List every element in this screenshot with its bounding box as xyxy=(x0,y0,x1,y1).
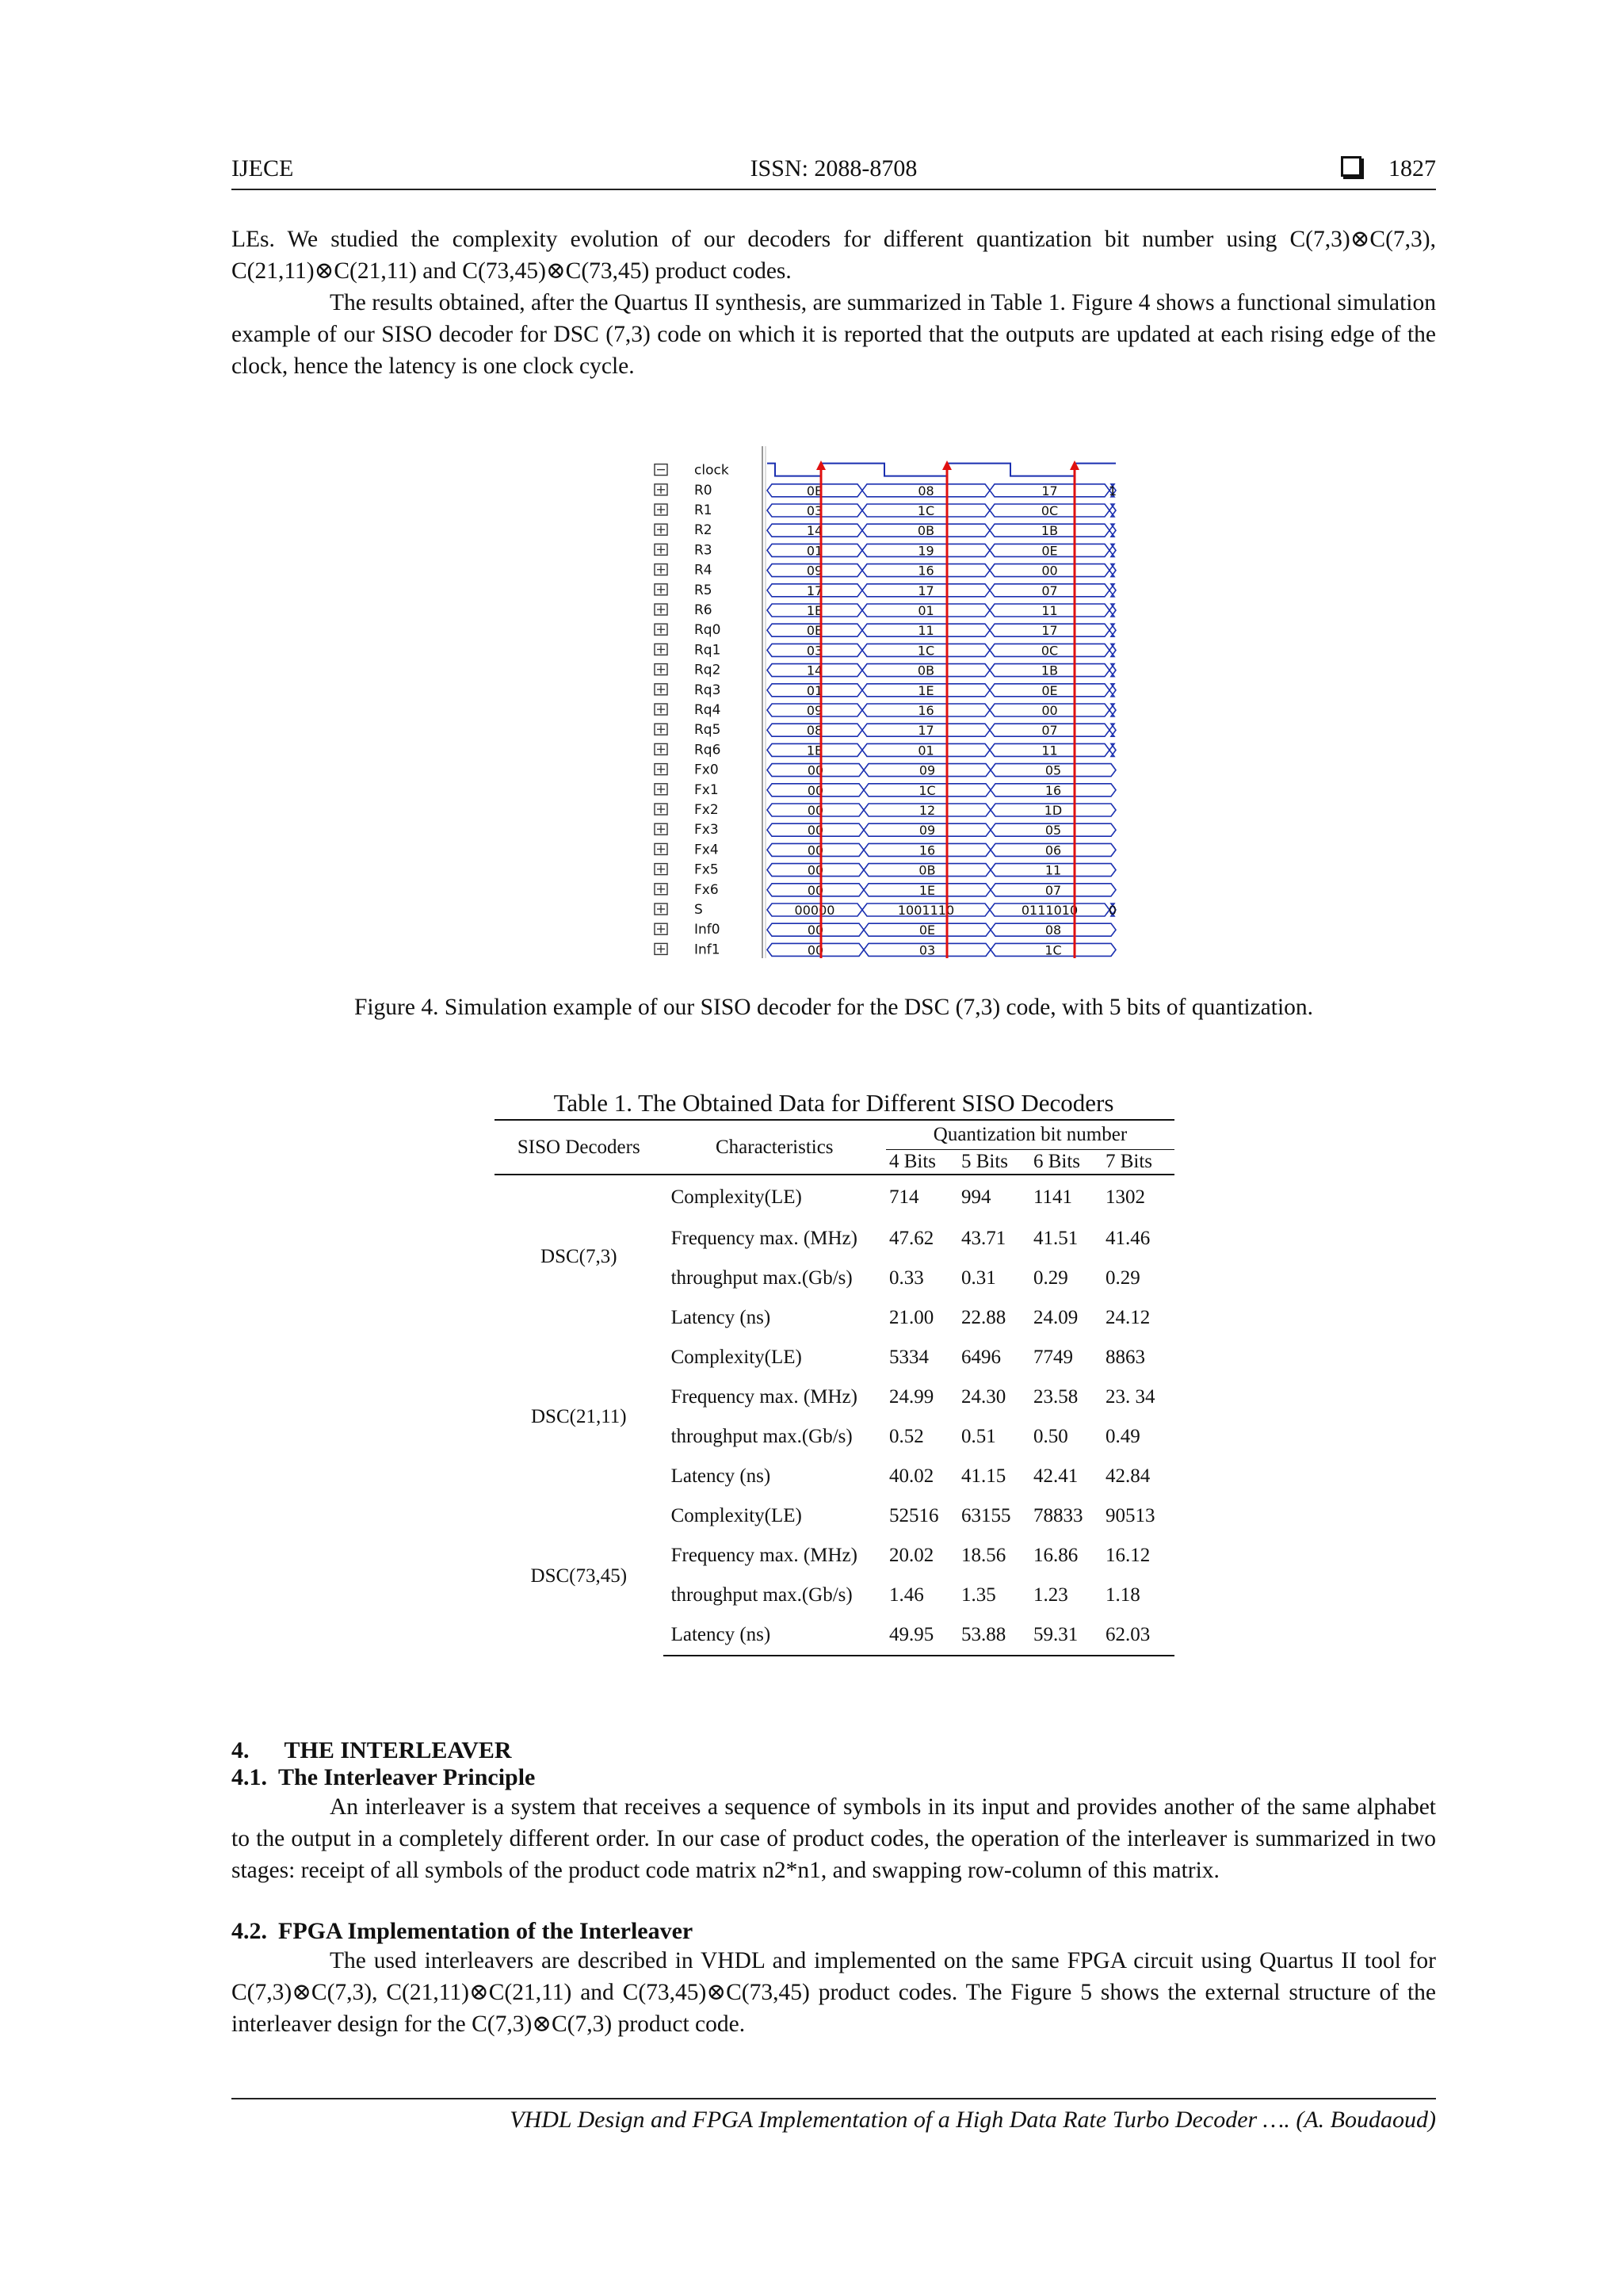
col-header-characteristics: Characteristics xyxy=(663,1120,886,1175)
bus-value: 07 xyxy=(1041,723,1058,739)
section-heading: 4. THE INTERLEAVER xyxy=(231,1737,512,1763)
bus-value: 1D xyxy=(1044,803,1063,818)
bus-value: 14 xyxy=(806,523,823,539)
bus-value: 0E xyxy=(918,923,936,938)
cell-value: 1141 xyxy=(1033,1186,1073,1208)
bus-value: 14 xyxy=(806,663,823,678)
signal-name: Fx5 xyxy=(694,861,719,878)
bus-value: 1001110 xyxy=(897,903,955,918)
bus-value: 0E xyxy=(806,483,823,499)
bus-value: 01 xyxy=(918,743,934,758)
signal-name: Rq5 xyxy=(694,722,721,739)
page-number: 1827 xyxy=(1388,155,1436,181)
bus-value: 0B xyxy=(918,862,936,878)
bus-value: 19 xyxy=(918,543,934,559)
header-rule xyxy=(231,189,1436,190)
cell-value: 6496 xyxy=(960,1347,1001,1368)
bus-value: 1C xyxy=(917,503,935,518)
bus-value: 1E xyxy=(806,743,823,758)
bus-value: 0E xyxy=(1041,543,1058,559)
cell-value: 1.18 xyxy=(1105,1584,1140,1606)
bus-value: 08 xyxy=(806,723,823,739)
bus-value: 08 xyxy=(918,483,934,499)
signal-name: Fx4 xyxy=(694,842,719,858)
bus-value: 00 xyxy=(807,823,824,839)
bus-value: 07 xyxy=(1044,882,1062,898)
bus-value: 00000 xyxy=(794,903,835,918)
cell-value: 40.02 xyxy=(888,1465,934,1487)
cell-value: 7749 xyxy=(1033,1347,1073,1368)
characteristic-label: Frequency max. (MHz) xyxy=(670,1228,857,1249)
bus-value: 0C xyxy=(1041,643,1059,659)
bus-value: 16 xyxy=(918,842,936,858)
paragraph: An interleaver is a system that receives a sequence of symbols in its input and provides another of the same alphabet to the output in a completely different order. In our case of product codes, the operation of the interleaver is summarized in two stages: receipt of all symbols of the product code matrix n2*n1, and swapping row-column of this matrix. xyxy=(231,1794,1436,1883)
bus-value: 09 xyxy=(918,762,936,778)
cell-value: 5334 xyxy=(888,1347,929,1368)
characteristic-label: Frequency max. (MHz) xyxy=(670,1386,857,1408)
footer-rule xyxy=(231,2098,1436,2099)
signal-name: R6 xyxy=(694,602,712,618)
cell-value: 0.31 xyxy=(960,1267,996,1289)
square-bullet-icon xyxy=(1341,156,1361,177)
issn: ISSN: 2088-8708 xyxy=(750,155,918,181)
signal-name: Rq4 xyxy=(694,702,721,718)
cell-value: 21.00 xyxy=(888,1307,934,1328)
cell-value: 1.23 xyxy=(1033,1584,1068,1606)
signal-name: clock xyxy=(694,462,729,479)
characteristic-label: throughput max.(Gb/s) xyxy=(670,1584,853,1606)
signal-name: R3 xyxy=(694,542,712,559)
bus-value: 00 xyxy=(807,842,824,858)
bus-value: 1C xyxy=(917,643,935,659)
signal-name: Rq3 xyxy=(694,682,721,698)
bus-value: 00 xyxy=(807,942,824,958)
cell-value: 0.49 xyxy=(1105,1426,1140,1447)
figure-4-caption: Figure 4. Simulation example of our SISO decoder for the DSC (7,3) code, with 5 bits of quantization. xyxy=(353,995,1314,1020)
bus-value: 0B xyxy=(917,663,935,678)
bus-value: 00 xyxy=(1041,703,1058,718)
cell-value: 0.33 xyxy=(888,1267,924,1289)
cell-value: 62.03 xyxy=(1102,1615,1174,1656)
table-1 xyxy=(495,1119,1174,1656)
signal-name: Fx3 xyxy=(694,822,719,839)
bus-value: 0 xyxy=(1108,903,1117,918)
characteristic-label: Latency (ns) xyxy=(670,1465,771,1487)
bus-value: 1B xyxy=(1041,663,1059,678)
signal-name: Inf1 xyxy=(694,942,720,958)
cell-value: 49.95 xyxy=(886,1615,958,1656)
bus-value: 11 xyxy=(1044,862,1062,878)
intro-text xyxy=(231,223,1436,382)
bus-value: 17 xyxy=(806,583,823,598)
subsection-heading: 4.1. The Interleaver Principle xyxy=(231,1764,536,1790)
table-1-caption: Table 1. The Obtained Data for Different SISO Decoders xyxy=(553,1089,1114,1117)
bus-value: 1C xyxy=(1044,942,1062,958)
signal-name: Rq0 xyxy=(694,622,721,639)
cell-value: 0.52 xyxy=(888,1426,924,1447)
signal-name: Fx1 xyxy=(694,781,719,798)
characteristic-label: throughput max.(Gb/s) xyxy=(670,1426,853,1447)
bus-value: 12 xyxy=(918,803,936,818)
cell-value: 43.71 xyxy=(960,1228,1006,1249)
col-header-bits: 4 Bits xyxy=(888,1151,936,1172)
table-row xyxy=(495,1175,1174,1219)
cell-value: 24.30 xyxy=(960,1386,1006,1408)
cell-value: 994 xyxy=(960,1186,991,1208)
bus-value: 00 xyxy=(807,762,824,778)
cell-value: 18.56 xyxy=(960,1545,1006,1566)
bus-value: 06 xyxy=(1044,842,1062,858)
cell-value: 1.35 xyxy=(960,1584,996,1606)
cell-value: 22.88 xyxy=(960,1307,1006,1328)
bus-value: 1B xyxy=(1041,523,1059,539)
bus-value: 1E xyxy=(918,882,936,898)
bus-value: 0E xyxy=(806,623,823,639)
bus-value: 0E xyxy=(1041,682,1058,698)
signal-name: Fx6 xyxy=(694,881,719,898)
cell-value: 1.46 xyxy=(888,1584,924,1606)
table-row xyxy=(495,1338,1174,1377)
col-header-bits: 5 Bits xyxy=(960,1151,1008,1172)
bus-value: 11 xyxy=(1041,603,1058,618)
bus-value: 17 xyxy=(1041,623,1058,639)
bus-value: 17 xyxy=(1041,483,1058,499)
cell-value: 23. 34 xyxy=(1105,1386,1155,1408)
characteristic-label: Frequency max. (MHz) xyxy=(670,1545,857,1566)
cell-value: 23.58 xyxy=(1033,1386,1079,1408)
cell-value: 41.51 xyxy=(1033,1228,1079,1249)
cell-value: 41.15 xyxy=(960,1465,1006,1487)
cell-value: 16.86 xyxy=(1033,1545,1079,1566)
cell-value: 0.29 xyxy=(1105,1267,1140,1289)
cell-value: 714 xyxy=(888,1186,919,1208)
decoder-name: DSC(73,45) xyxy=(530,1564,628,1587)
bus-value: 00 xyxy=(807,882,824,898)
cell-value: 0.51 xyxy=(960,1426,996,1447)
signal-name: Inf0 xyxy=(694,922,720,938)
cell-value: 0.29 xyxy=(1033,1267,1068,1289)
bus-value: 1 xyxy=(1108,483,1117,499)
section-4 xyxy=(231,1737,1436,2040)
cell-value: 20.02 xyxy=(888,1545,934,1566)
signal-name: R2 xyxy=(694,522,712,539)
cell-value: 47.62 xyxy=(888,1228,934,1249)
col-header-quantization: Quantization bit number xyxy=(886,1120,1174,1150)
signal-name: S xyxy=(694,902,703,918)
cell-value: 16.12 xyxy=(1105,1545,1151,1566)
bus-value: 00 xyxy=(807,862,824,878)
cell-value: 24.09 xyxy=(1033,1307,1079,1328)
bus-value: 1C xyxy=(918,782,936,798)
bus-value: 11 xyxy=(1041,743,1058,758)
bus-value: 00 xyxy=(807,923,824,938)
cell-value: 42.84 xyxy=(1105,1465,1151,1487)
bus-value: 09 xyxy=(806,703,823,718)
bus-value: 08 xyxy=(1044,923,1062,938)
cell-value: 52516 xyxy=(888,1505,939,1526)
col-header-decoders: SISO Decoders xyxy=(495,1120,663,1175)
bus-value: 1E xyxy=(806,603,823,618)
cell-value: 90513 xyxy=(1105,1505,1155,1526)
bus-value: 16 xyxy=(918,703,934,718)
bus-value: 09 xyxy=(806,563,823,579)
bus-value: 1E xyxy=(918,682,934,698)
bus-value: 17 xyxy=(918,583,934,598)
cell-value: 24.99 xyxy=(888,1386,934,1408)
signal-name: R0 xyxy=(694,482,712,499)
cell-value: 8863 xyxy=(1105,1347,1145,1368)
figure-4-waveform xyxy=(648,446,1116,958)
cell-value: 42.41 xyxy=(1033,1465,1079,1487)
bus-value: 01 xyxy=(918,603,934,618)
paragraph: LEs. We studied the complexity evolution of our decoders for different quantization bit number using C(7,3)⊗C(7,3), C(21,11)⊗C(21,11) and C(73,45)⊗C(73,45) product codes. xyxy=(231,227,1436,284)
bus-value: 0111010 xyxy=(1021,903,1079,918)
cell-value: 24.12 xyxy=(1105,1307,1151,1328)
cell-value: 63155 xyxy=(960,1505,1011,1526)
bus-value: 11 xyxy=(918,623,934,639)
bus-value: 16 xyxy=(918,563,934,579)
bus-value: 01 xyxy=(806,543,823,559)
bus-value: 05 xyxy=(1044,823,1062,839)
bus-value: 05 xyxy=(1044,762,1062,778)
characteristic-label: Complexity(LE) xyxy=(670,1347,802,1368)
bus-value: 16 xyxy=(1044,782,1062,798)
signal-name: Fx0 xyxy=(694,762,719,778)
signal-name: R5 xyxy=(694,582,712,598)
bus-value: 0B xyxy=(917,523,935,539)
cell-value: 41.46 xyxy=(1105,1228,1151,1249)
characteristic-label: Latency (ns) xyxy=(670,1307,771,1328)
bus-value: 03 xyxy=(918,942,936,958)
decoder-name: DSC(7,3) xyxy=(540,1245,617,1267)
characteristic-label: Complexity(LE) xyxy=(670,1186,802,1208)
signal-name: Fx2 xyxy=(694,802,719,818)
running-header xyxy=(231,155,1436,190)
bus-value: 09 xyxy=(918,823,936,839)
cell-value: 1302 xyxy=(1105,1186,1145,1208)
bus-value: 03 xyxy=(806,503,823,518)
signal-name: Rq2 xyxy=(694,662,721,678)
decoder-name: DSC(21,11) xyxy=(530,1406,627,1427)
characteristic-label: Complexity(LE) xyxy=(670,1505,802,1526)
bus-value: 0C xyxy=(1041,503,1059,518)
col-header-bits: 7 Bits xyxy=(1105,1151,1152,1172)
running-footer: VHDL Design and FPGA Implementation of a High Data Rate Turbo Decoder …. (A. Boudaoud) xyxy=(510,2107,1436,2133)
table-row xyxy=(495,1496,1174,1536)
signal-name: Rq1 xyxy=(694,642,721,659)
bus-value: 00 xyxy=(807,803,824,818)
signal-name: R1 xyxy=(694,502,712,518)
bus-value: 00 xyxy=(807,782,824,798)
characteristic-label: Latency (ns) xyxy=(663,1615,886,1656)
characteristic-label: throughput max.(Gb/s) xyxy=(670,1267,853,1289)
bus-value: 17 xyxy=(918,723,934,739)
cell-value: 53.88 xyxy=(958,1615,1030,1656)
bus-value: 00 xyxy=(1041,563,1058,579)
signal-name: R4 xyxy=(694,562,712,579)
bus-value: 07 xyxy=(1041,583,1058,598)
bus-value: 03 xyxy=(806,643,823,659)
cell-value: 59.31 xyxy=(1030,1615,1102,1656)
paragraph: The used interleavers are described in VHDL and implemented on the same FPGA circuit using Quartus II tool for C(7,3)⊗C(7,3), C(21,11)⊗C(21,11) and C(73,45)⊗C(73,45) product codes. The Figure 5 shows the external structure of the interleaver design for the C(7,3)⊗C(7,3) product code. xyxy=(231,1948,1436,2037)
cell-value: 0.50 xyxy=(1033,1426,1068,1447)
cell-value: 78833 xyxy=(1033,1505,1083,1526)
bus-value: 01 xyxy=(806,682,823,698)
signal-name: Rq6 xyxy=(694,742,721,758)
col-header-bits: 6 Bits xyxy=(1033,1151,1080,1172)
journal-name: IJECE xyxy=(231,155,294,181)
subsection-heading: 4.2. FPGA Implementation of the Interleaver xyxy=(231,1918,693,1944)
paragraph: The results obtained, after the Quartus II synthesis, are summarized in Table 1. Figure 4 shows a functional simulation example of our SISO decoder for DSC (7,3) code on which it is reported that the outputs are updated at each rising edge of the clock, hence the latency is one clock cycle. xyxy=(231,290,1436,379)
